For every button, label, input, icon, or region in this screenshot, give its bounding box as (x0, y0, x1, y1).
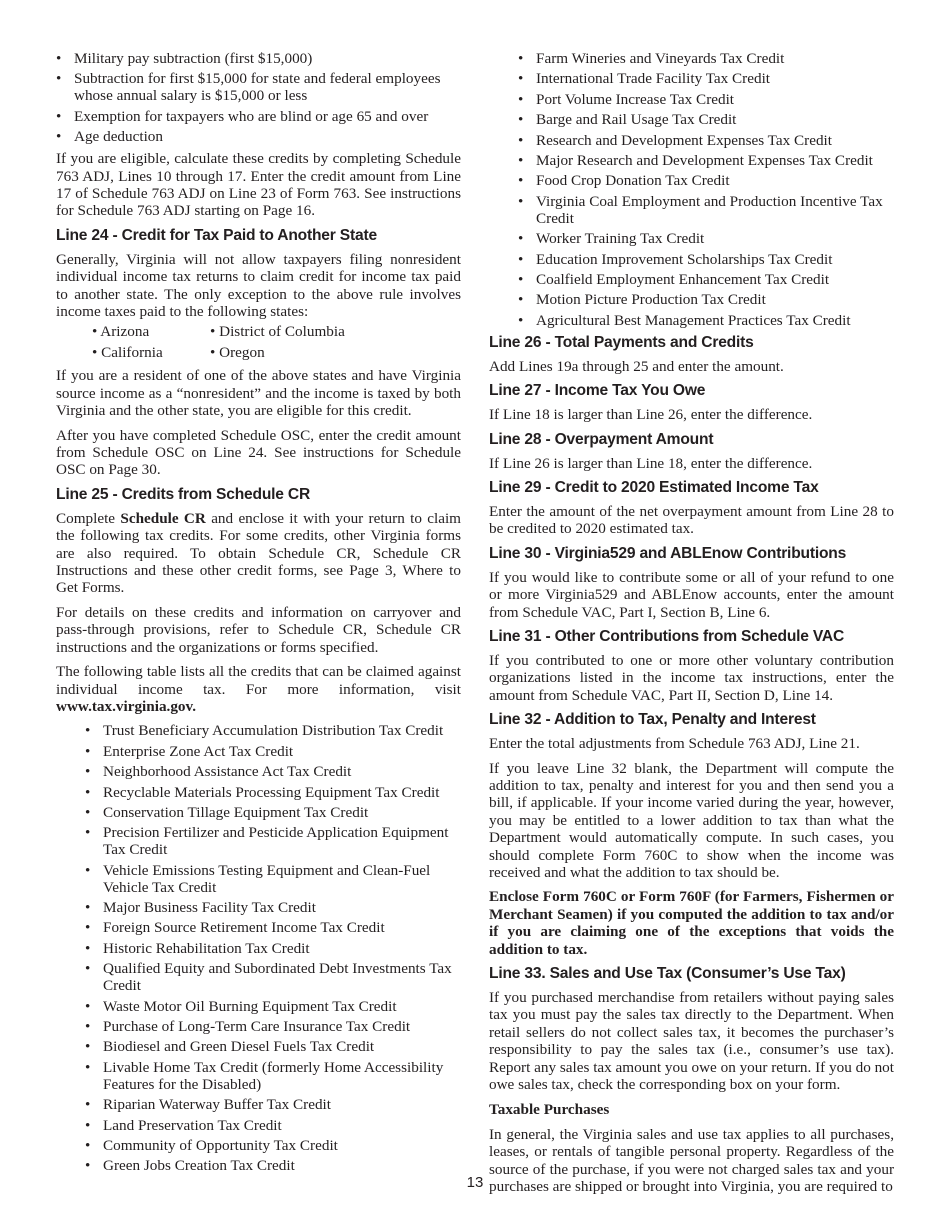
line32-heading: Line 32 - Addition to Tax, Penalty and Interest (489, 711, 816, 729)
credits-list-left (85, 722, 461, 1174)
list-item: • Education Improvement Scholarships Tax Credit (518, 251, 894, 268)
line28-heading: Line 28 - Overpayment Amount (489, 430, 714, 448)
line25-paragraph-a: Complete Schedule CR and enclose it with your return to claim the following tax credits. For some credits, other Virginia forms are also required. To obtain Schedule CR, Schedule CR Instructions and these other credit forms, see Page 3, Where to Get Forms. (56, 509, 461, 597)
line28-paragraph: If Line 26 is larger than Line 18, enter the difference. (489, 454, 813, 472)
list-item: • Conservation Tillage Equipment Tax Credit (85, 804, 461, 821)
line30-heading: Line 30 - Virginia529 and ABLEnow Contributions (489, 544, 847, 562)
list-item: • Age deduction (56, 128, 461, 145)
line24-paragraph-a: Generally, Virginia will not allow taxpayers filing nonresident individual income tax returns to claim credit for income tax paid to another state. The only exception to the above rule involves income taxes paid to the following states: (56, 250, 461, 321)
list-item: • Historic Rehabilitation Tax Credit (85, 940, 461, 957)
list-item: • Research and Development Expenses Tax Credit (518, 132, 894, 149)
eligible-paragraph: If you are eligible, calculate these credits by completing Schedule 763 ADJ, Lines 10 through 17. Enter the credit amount from Line 17 of Schedule 763 ADJ on Line 23 of Form 763. See instructions for Schedule 763 ADJ starting on Page 16. (56, 150, 461, 220)
list-item: • Precision Fertilizer and Pesticide Application Equipment Tax Credit (85, 824, 461, 858)
list-item: • Trust Beneficiary Accumulation Distribution Tax Credit (85, 722, 461, 739)
line30-paragraph: If you would like to contribute some or all of your refund to one or more Virginia529 and ABLEnow accounts, enter the amount from Schedule VAC, Part I, Section B, Line 6. (489, 568, 894, 621)
list-item: • Vehicle Emissions Testing Equipment and Clean-Fuel Vehicle Tax Credit (85, 862, 461, 896)
list-item: • Coalfield Employment Enhancement Tax Credit (518, 271, 894, 288)
line24-paragraph-c: After you have completed Schedule OSC, enter the credit amount from Schedule OSC on Line 24. See instructions for Schedule OSC on Page 30. (56, 426, 461, 479)
list-item: • Purchase of Long-Term Care Insurance Tax Credit (85, 1018, 461, 1035)
tax-website-link[interactable]: www.tax.virginia.gov. (56, 697, 197, 715)
line27-heading: Line 27 - Income Tax You Owe (489, 382, 706, 400)
list-item: • Exemption for taxpayers who are blind or age 65 and over (56, 108, 461, 125)
list-item: • Motion Picture Production Tax Credit (518, 291, 894, 308)
list-item: • Major Business Facility Tax Credit (85, 899, 461, 916)
list-item: • Food Crop Donation Tax Credit (518, 172, 894, 189)
list-item: • Port Volume Increase Tax Credit (518, 91, 894, 108)
right-column (489, 50, 894, 1203)
line26-paragraph: Add Lines 19a through 25 and enter the amount. (489, 357, 784, 375)
list-item: • Land Preservation Tax Credit (85, 1117, 461, 1134)
page-number: 13 (466, 1174, 484, 1191)
top-bullet-list (56, 50, 461, 145)
list-item: • Foreign Source Retirement Income Tax Credit (85, 919, 461, 936)
state-dc: • District of Columbia (210, 323, 345, 341)
line29-paragraph: Enter the amount of the net overpayment amount from Line 28 to be credited to 2020 estimated tax. (489, 502, 894, 538)
taxable-purchases-heading: Taxable Purchases (489, 1101, 610, 1119)
list-item: • Worker Training Tax Credit (518, 230, 894, 247)
taxable-purchases-paragraph: In general, the Virginia sales and use tax applies to all purchases, leases, or rentals of tangible personal property. Regardless of the source of the purchase, if you were not charged sales tax and your purchases are shipped or brought into Virginia, you are required to (489, 1125, 894, 1196)
line31-paragraph: If you contributed to one or more other voluntary contribution organizations listed in the income tax instructions, enter the amount from Schedule VAC, Part II, Section D, Line 14. (489, 651, 894, 704)
line25-paragraph-c: The following table lists all the credits that can be claimed against individual income tax. For more information, visit www.tax.virginia.gov. (56, 663, 461, 715)
line31-heading: Line 31 - Other Contributions from Schedule VAC (489, 627, 845, 645)
list-item: • Livable Home Tax Credit (formerly Home Accessibility Features for the Disabled) (85, 1059, 461, 1093)
state-california: • California (92, 344, 163, 362)
list-item: • Qualified Equity and Subordinated Debt Investments Tax Credit (85, 960, 461, 994)
list-item: • Military pay subtraction (first $15,000) (56, 50, 461, 67)
left-column (56, 50, 461, 1179)
line26-heading: Line 26 - Total Payments and Credits (489, 333, 754, 351)
line25-paragraph-b: For details on these credits and information on carryover and pass-through provisions, refer to Schedule CR, Schedule CR instructions and the organizations or forms specified. (56, 603, 461, 656)
list-item: • Agricultural Best Management Practices Tax Credit (518, 312, 894, 329)
states-list (92, 323, 461, 361)
state-arizona: • Arizona (92, 323, 150, 341)
list-item: • Neighborhood Assistance Act Tax Credit (85, 763, 461, 780)
line29-heading: Line 29 - Credit to 2020 Estimated Income Tax (489, 478, 819, 496)
list-item: • Waste Motor Oil Burning Equipment Tax Credit (85, 998, 461, 1015)
line32-paragraph-b: If you leave Line 32 blank, the Department will compute the addition to tax, penalty and interest for you and then send you a bill, if applicable. If your income varied during the year, however, you may be entitled to a lower addition to tax than what the Department would automatically compute. In such cases, you should complete Form 760C to show when the income was received and what the addition to tax should be. (489, 759, 894, 881)
list-item: • Enterprise Zone Act Tax Credit (85, 743, 461, 760)
line33-heading: Line 33. Sales and Use Tax (Consumer’s Use Tax) (489, 965, 846, 983)
list-item: • Biodiesel and Green Diesel Fuels Tax Credit (85, 1038, 461, 1055)
line33-paragraph: If you purchased merchandise from retailers without paying sales tax you must pay the sales tax directly to the Department. When retail sellers do not collect sales tax, it becomes the purchaser’s responsibility to pay the sales tax (i.e., consumer’s use tax). Report any sales tax amount you owe on your return. If you do not owe sales tax, check the corresponding box on your form. (489, 989, 894, 1094)
list-item: • Barge and Rail Usage Tax Credit (518, 111, 894, 128)
credits-list-right (518, 50, 894, 329)
list-item: • Riparian Waterway Buffer Tax Credit (85, 1096, 461, 1113)
schedule-cr-bold: Schedule CR (120, 509, 206, 527)
line27-paragraph: If Line 18 is larger than Line 26, enter the difference. (489, 406, 813, 424)
list-item: • Farm Wineries and Vineyards Tax Credit (518, 50, 894, 67)
line24-paragraph-b: If you are a resident of one of the above states and have Virginia source income as a “nonresident” and the income is taxed by both Virginia and the other state, you are eligible for this credit. (56, 367, 461, 420)
list-item: • Major Research and Development Expenses Tax Credit (518, 152, 894, 169)
line25-heading: Line 25 - Credits from Schedule CR (56, 485, 311, 503)
line24-heading: Line 24 - Credit for Tax Paid to Another State (56, 226, 377, 244)
list-item: • Green Jobs Creation Tax Credit (85, 1157, 461, 1174)
list-item: • International Trade Facility Tax Credit (518, 70, 894, 87)
list-item: • Subtraction for first $15,000 for state and federal employees whose annual salary is $15,000 or less (56, 70, 461, 104)
list-item: • Virginia Coal Employment and Production Incentive Tax Credit (518, 193, 894, 227)
list-item: • Recyclable Materials Processing Equipment Tax Credit (85, 784, 461, 801)
line32-paragraph-a: Enter the total adjustments from Schedule 763 ADJ, Line 21. (489, 735, 860, 753)
line32-paragraph-c: Enclose Form 760C or Form 760F (for Farmers, Fishermen or Merchant Seamen) if you computed the addition to tax and/or if you are claiming one of the exceptions that voids the addition to tax. (489, 888, 894, 958)
state-oregon: • Oregon (210, 344, 265, 362)
list-item: • Community of Opportunity Tax Credit (85, 1137, 461, 1154)
